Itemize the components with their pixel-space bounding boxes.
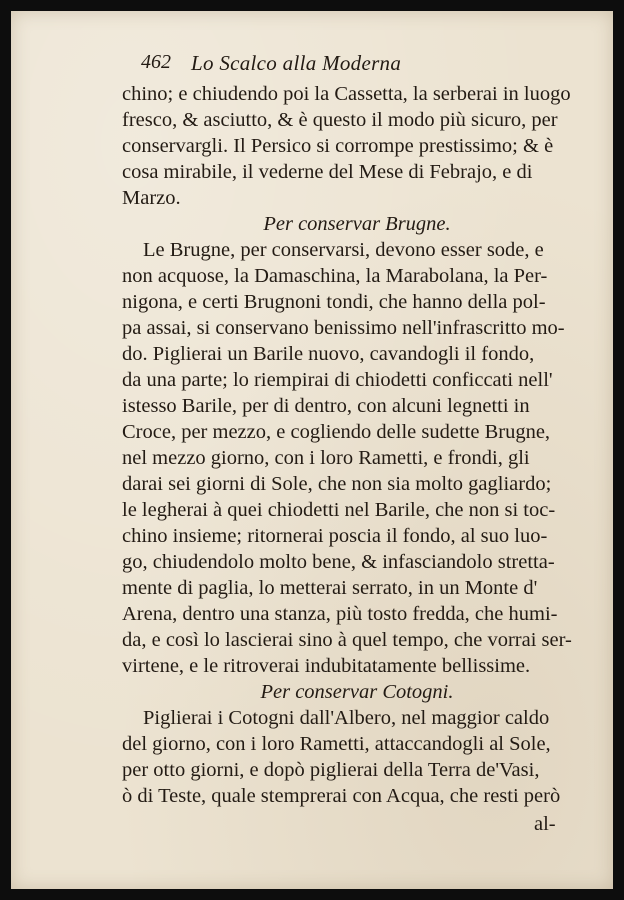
page-number: 462 [141, 51, 171, 73]
text-line: da, e così lo lascierai sino à quel tempo, che vorrai ser- [122, 629, 572, 651]
text-line: ò di Teste, quale stemprerai con Acqua, che resti però [122, 785, 561, 807]
text-line: istesso Barile, per di dentro, con alcuni legnetti in [122, 395, 530, 417]
text-line: go, chiudendolo molto bene, & infasciandolo stretta- [122, 551, 555, 573]
text-line: del giorno, con i loro Rametti, attaccandogli al Sole, [122, 733, 551, 755]
text-line: Le Brugne, per conservarsi, devono esser sode, e [143, 239, 544, 261]
text-line: chino insieme; ritornerai poscia il fondo, al suo luo- [122, 525, 548, 547]
text-line: nel mezzo giorno, con i loro Rametti, e frondi, gli [122, 447, 530, 469]
section-heading-cotogni: Per conservar Cotogni. [260, 681, 454, 703]
text-line: pa assai, si conservano benissimo nell'infrascritto mo- [122, 317, 565, 339]
text-line: Piglierai i Cotogni dall'Albero, nel maggior caldo [143, 707, 550, 729]
text-line: nigona, e certi Brugnoni tondi, che hanno della pol- [122, 291, 546, 313]
text-line: Marzo. [122, 187, 181, 209]
text-line: conservargli. Il Persico si corrompe prestissimo; & è [122, 135, 554, 157]
text-line: per otto giorni, e dopò piglierai della Terra de'Vasi, [122, 759, 540, 781]
book-page [11, 11, 613, 889]
text-line: da una parte; lo riempirai di chiodetti conficcati nell' [122, 369, 553, 391]
catchword: al- [534, 813, 556, 835]
text-line: do. Piglierai un Barile nuovo, cavandogli il fondo, [122, 343, 535, 365]
text-line: Croce, per mezzo, e cogliendo delle sudette Brugne, [122, 421, 551, 443]
running-title: Lo Scalco alla Moderna [191, 51, 402, 75]
text-line: darai sei giorni di Sole, che non sia molto gagliardo; [122, 473, 552, 495]
text-line: Arena, dentro una stanza, più tosto fredda, che humi- [122, 603, 558, 625]
text-line: fresco, & asciutto, & è questo il modo più sicuro, per [122, 109, 558, 131]
page-header [141, 51, 521, 79]
section-heading-brugne: Per conservar Brugne. [263, 213, 451, 235]
text-line: non acquose, la Damaschina, la Marabolana, la Per- [122, 265, 548, 287]
text-line: le legherai à quei chiodetti nel Barile, che non si toc- [122, 499, 556, 521]
text-line: virtene, e le ritroverai indubitatamente bellissime. [122, 655, 531, 677]
text-line: mente di paglia, lo metterai serrato, in un Monte d' [122, 577, 538, 599]
text-line: chino; e chiudendo poi la Cassetta, la serberai in luogo [122, 83, 571, 105]
text-line: cosa mirabile, il vederne del Mese di Febrajo, e di [122, 161, 533, 183]
